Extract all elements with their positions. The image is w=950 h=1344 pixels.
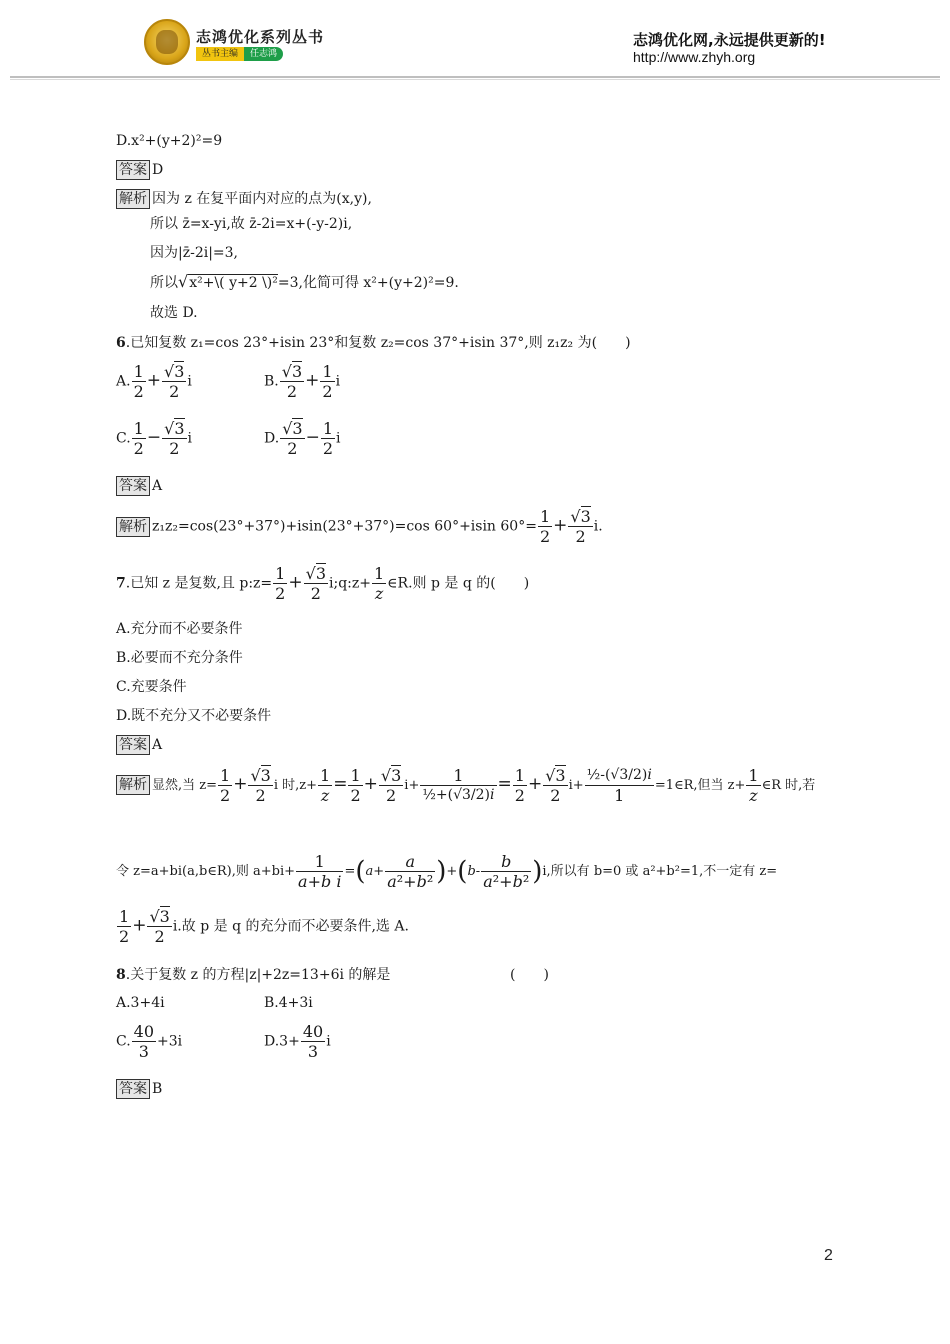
header-url[interactable]: http://www.zhyh.org [633,49,756,65]
answer-tag: 答案 [116,1079,150,1099]
analysis-tag: 解析 [116,189,150,209]
analysis-tag: 解析 [116,775,150,795]
q6-answer: 答案 A [116,476,162,496]
brand-editor-label: 丛书主编 [196,47,244,61]
analysis-tag: 解析 [116,517,150,537]
q8-paren: ( ) [510,967,549,983]
q7-option-d: D.既不充分又不必要条件 [116,708,272,724]
q8-stem: 8.关于复数 z 的方程|z|+2z=13+6i 的解是 [116,967,391,983]
q7-stem: 7.已知 z 是复数,且 p:z= $\frac{1}{2}$ + $\frac{√3}{2}$ i;q:z+ $\frac{1}{z}$ ∈R.则 p 是 q 的( ) [116,564,530,603]
q7-option-a: A.充分而不必要条件 [116,621,243,637]
q6-option-c: C. $\frac{1}{2}$ − $\frac{√3}{2}$ i [116,419,192,458]
q7-answer: 答案 A [116,735,162,755]
q6-option-a: A. $\frac{1}{2}$ + $\frac{√3}{2}$ i [116,362,192,401]
header-divider [10,76,940,78]
q7-analysis-line-1: 解析 显然,当 z= $\frac{1}{2}$ + $\frac{√3}{2}$ i 时,z+ $\frac{1}{z}$ = $\frac{1}{2}$ + $\frac{√3}{2}$ i+ $\frac{1}{\text{½+(√3/2)i}}$ = $\frac{1}{2}$ + $\frac{√3}{2}$ i+ $\frac{\text{½-(√3/2)i}}{1}$ =1∈R,但当 z+ $\frac{1}{z}$ ∈R 时,若 [116,766,815,805]
logo-seal-icon [144,19,190,65]
q5-analysis-line-5: 故选 D. [150,305,198,321]
brand-editor-name: 任志鸿 [244,47,283,61]
q5-answer: 答案 D [116,160,163,180]
q8-answer: 答案 B [116,1079,162,1099]
q7-option-c: C.充要条件 [116,679,187,695]
header-divider-thin [10,79,940,80]
sqrt-expression: √x²+\( y+2 \)² [178,272,278,291]
q5-analysis-line-2: 所以 z̄=x-yi,故 z̄-2i=x+(-y-2)i, [150,216,353,232]
q6-option-d: D. $\frac{√3}{2}$ − $\frac{1}{2}$ i [264,419,341,458]
header-slogan: 志鸿优化网,永远提供更新的! [633,31,826,49]
q7-analysis-line-3: $\frac{1}{2}$ + $\frac{√3}{2}$ i.故 p 是 q 的充分而不必要条件,选 A. [119,907,409,946]
q5-analysis-line-4: 所以√x²+\( y+2 \)²=3,化简可得 x²+(y+2)²=9. [150,272,459,291]
brand-subtitle [196,47,283,61]
brand-title: 志鸿优化系列丛书 [196,28,325,46]
q6-stem: 6.已知复数 z₁=cos 23°+isin 23°和复数 z₂=cos 37°+isin 37°,则 z₁z₂ 为( ) [116,335,631,351]
q7-option-b: B.必要而不充分条件 [116,650,243,666]
q8-option-c: C. $\frac{40}{3}$ +3i [116,1022,183,1061]
answer-tag: 答案 [116,160,150,180]
q6-analysis: 解析 z₁z₂=cos(23°+37°)+isin(23°+37°)=cos 60°+isin 60°= $\frac{1}{2}$ + $\frac{√3}{2}$ i. [116,507,603,546]
q5-option-d: D.x²+(y+2)²=9 [116,133,223,149]
q5-analysis-line-1: 解析 因为 z 在复平面内对应的点为(x,y), [116,189,372,209]
q8-option-d: D.3+ $\frac{40}{3}$ i [264,1022,331,1061]
page-header [0,0,950,80]
q6-option-b: B. $\frac{√3}{2}$ + $\frac{1}{2}$ i [264,362,341,401]
q8-option-a: A.3+4i [116,995,165,1011]
answer-tag: 答案 [116,476,150,496]
q8-option-b: B.4+3i [264,995,313,1011]
q7-analysis-line-2: 令 z=a+bi(a,b∈R),则 a+bi+ $\frac{1}{\text{a+b i}}$ =(a+ $\frac{a}{\text{a²+b²}}$ )+(b- $\frac{b}{\text{a²+b²}}$ )i,所以有 b=0 或 a²+b²=1,不一定有 z= [116,852,778,891]
answer-tag: 答案 [116,735,150,755]
q5-analysis-line-3: 因为|z̄-2i|=3, [150,245,239,261]
page-number: 2 [824,1247,833,1264]
